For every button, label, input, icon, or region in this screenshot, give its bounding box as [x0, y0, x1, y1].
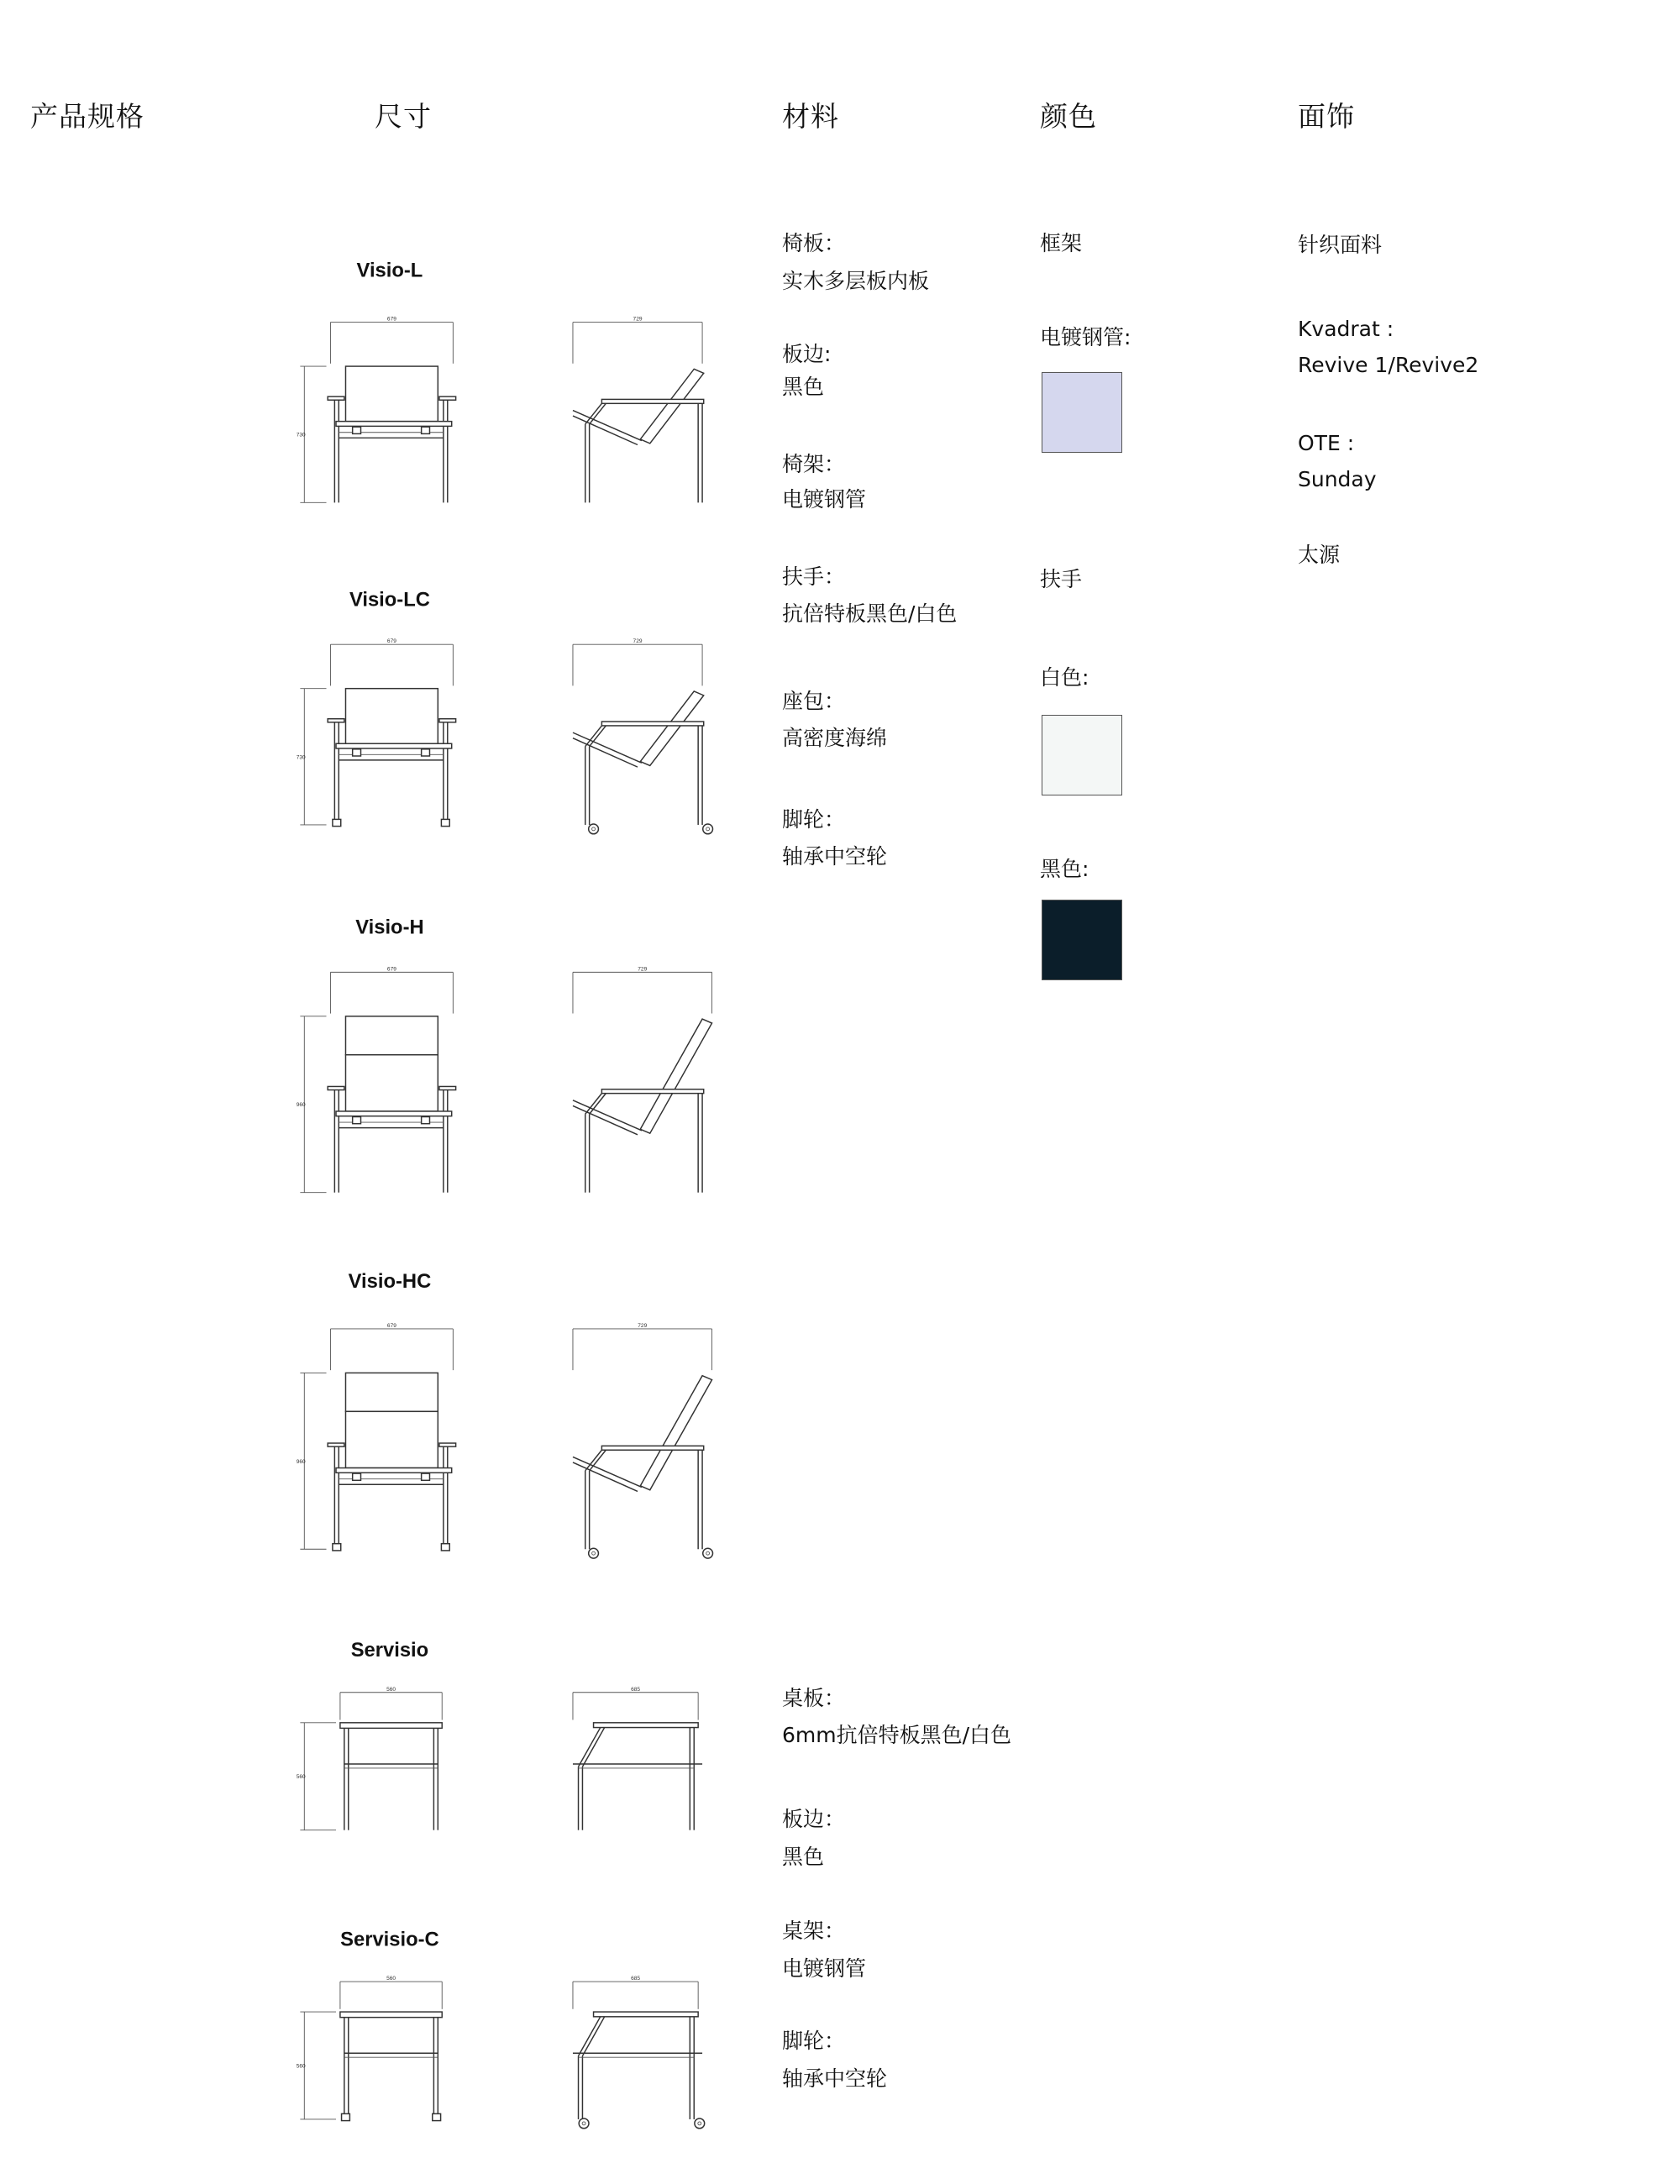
- front-leg-bend: [579, 2017, 601, 2056]
- caster-front-right: [441, 819, 449, 826]
- back-panel: [345, 1055, 438, 1111]
- depth-dim-label: 729: [633, 638, 643, 645]
- back-panel: [345, 366, 438, 422]
- caster-back-hub: [706, 1551, 710, 1555]
- headrest-panel: [345, 1373, 438, 1411]
- headrest-panel: [345, 1016, 438, 1055]
- caster-front: [589, 1548, 599, 1558]
- product-name: Visio-L: [356, 259, 423, 282]
- seat-side-lower: [573, 738, 638, 767]
- caster-front-right: [433, 2113, 441, 2120]
- armrest-right: [439, 396, 456, 400]
- height-dim-label: 960: [296, 1458, 306, 1465]
- color-swatch-black: [1042, 900, 1122, 980]
- front-leg-bend: [585, 1450, 602, 1471]
- table-top-side: [594, 2012, 699, 2017]
- seat-side-upper: [573, 1457, 642, 1487]
- material-label-frame: 椅架：: [782, 452, 846, 476]
- product-visio-h: [297, 916, 712, 1192]
- caster-back-hub: [706, 827, 710, 831]
- width-dim-label: 679: [386, 316, 396, 323]
- product-visio-l: [297, 260, 704, 503]
- material-label-armrest: 扶手：: [782, 564, 846, 589]
- product-name: Servisio-C: [340, 1928, 439, 1951]
- finish-brand-kvadrat: Kvadrat :: [1298, 317, 1394, 341]
- product-visio-hc: [297, 1270, 713, 1558]
- side-view: [573, 317, 704, 503]
- armrest-left: [328, 396, 344, 400]
- side-view: [573, 1323, 713, 1558]
- caster-front-hub: [582, 2122, 585, 2125]
- color-armrest-white-label: 白色:: [1040, 665, 1089, 690]
- front-view: [297, 317, 456, 503]
- front-leg-bend-inner: [582, 1728, 604, 1767]
- material-value-cushion: 高密度海绵: [782, 726, 888, 750]
- reclined-back: [640, 369, 703, 444]
- bracket-right: [422, 1117, 430, 1124]
- color-frame-title: 框架: [1040, 231, 1083, 255]
- height-dim-label: 730: [296, 432, 306, 438]
- color-swatch-chrome: [1042, 372, 1122, 453]
- product-servisio: [297, 1639, 702, 1830]
- caster-front: [589, 824, 599, 834]
- caster-front: [579, 2118, 589, 2129]
- depth-dim-label: 729: [633, 316, 643, 323]
- table-top: [340, 2012, 442, 2018]
- header-spec: 产品规格: [30, 100, 144, 133]
- caster-back: [703, 824, 713, 834]
- armrest-left: [328, 719, 344, 722]
- product-name: Visio-HC: [348, 1269, 432, 1293]
- armrest-right: [439, 1443, 456, 1446]
- front-leg-bend: [579, 1728, 601, 1767]
- armrest-side: [601, 399, 703, 403]
- back-panel: [345, 1411, 438, 1467]
- front-view: [297, 1976, 443, 2121]
- bracket-left: [353, 427, 361, 433]
- depth-dim-label: 729: [638, 1322, 648, 1329]
- material-value-seat-board: 实木多层板内板: [782, 269, 930, 293]
- front-leg-bend: [585, 726, 602, 747]
- front-view: [297, 966, 456, 1192]
- seat: [336, 1111, 452, 1116]
- caster-front-hub: [592, 827, 596, 831]
- front-leg-bend-inner: [582, 2017, 604, 2056]
- height-dim-label: 730: [296, 754, 306, 761]
- width-dim-label: 560: [386, 1686, 396, 1693]
- material-value-table-frame: 电镀钢管: [782, 1956, 867, 1981]
- bracket-right: [422, 749, 430, 756]
- width-dim-label: 560: [386, 1976, 396, 1982]
- seat-side-lower: [573, 1462, 638, 1491]
- finish-series-kvadrat: Revive 1/Revive2: [1298, 353, 1479, 377]
- width-dim-label: 679: [386, 966, 396, 973]
- material-value-table-edge: 黑色: [782, 1845, 825, 1869]
- finish-brand-ote: OTE :: [1298, 431, 1355, 455]
- seat-side-upper: [573, 1100, 642, 1131]
- front-view: [297, 1323, 456, 1551]
- finish-series-ote: Sunday: [1298, 467, 1377, 491]
- front-leg-bend: [585, 1094, 602, 1115]
- seat: [336, 743, 452, 748]
- seat-side-lower: [573, 416, 638, 444]
- product-name: Visio-LC: [349, 588, 430, 612]
- header-finish: 面饰: [1298, 100, 1355, 133]
- armrest-left: [328, 1443, 344, 1446]
- color-armrest-black-label: 黑色:: [1040, 857, 1089, 881]
- seat-side-lower: [573, 1105, 638, 1134]
- caster-back-hub: [698, 2122, 701, 2125]
- armrest-left: [328, 1086, 344, 1089]
- table-top: [340, 1723, 442, 1729]
- caster-back: [695, 2118, 705, 2129]
- table-top-side: [594, 1723, 699, 1728]
- finish-brand-taiyuan: 太源: [1298, 543, 1341, 567]
- armrest-right: [439, 1086, 456, 1089]
- material-label-casters: 脚轮：: [782, 807, 846, 832]
- back-panel: [345, 689, 438, 744]
- reclined-back: [640, 691, 703, 766]
- header-material: 材料: [782, 100, 839, 133]
- material-label-edge: 板边:: [782, 342, 832, 366]
- material-label-cushion: 座包：: [782, 689, 846, 713]
- product-name: Visio-H: [355, 916, 424, 939]
- side-view: [573, 1687, 702, 1830]
- material-value-casters: 轴承中空轮: [782, 844, 888, 869]
- side-view: [573, 1976, 705, 2129]
- color-frame-option-label: 电镀钢管:: [1040, 325, 1131, 349]
- material-label-seat-board: 椅板：: [782, 231, 846, 255]
- caster-front-left: [342, 2113, 350, 2120]
- caster-front-right: [441, 1544, 449, 1551]
- product-servisio-c: [297, 1928, 705, 2128]
- front-view: [297, 1687, 443, 1830]
- product-visio-lc: [297, 588, 713, 833]
- caster-front-left: [333, 819, 341, 826]
- bracket-left: [353, 1117, 361, 1124]
- caster-front-left: [333, 1544, 341, 1551]
- header-size: 尺寸: [375, 100, 432, 133]
- bracket-left: [353, 1473, 361, 1480]
- material-value-table-top: 6mm抗倍特板黑色/白色: [782, 1723, 1012, 1747]
- width-dim-label: 679: [386, 638, 396, 645]
- material-label-table-frame: 桌架：: [782, 1919, 846, 1943]
- seat: [336, 422, 452, 427]
- armrest-right: [439, 719, 456, 722]
- depth-dim-label: 685: [631, 1976, 641, 1982]
- color-armrest-title: 扶手: [1040, 567, 1083, 591]
- material-value-table-casters: 轴承中空轮: [782, 2066, 888, 2091]
- seat-side-upper: [573, 732, 642, 763]
- side-view: [573, 966, 712, 1192]
- armrest-side: [601, 1446, 703, 1450]
- depth-dim-label: 685: [631, 1686, 641, 1693]
- material-label-table-edge: 板边：: [782, 1807, 846, 1831]
- color-swatch-white: [1042, 715, 1122, 795]
- armrest-side: [601, 1089, 703, 1094]
- caster-back: [703, 1548, 713, 1558]
- finish-title: 针织面料: [1298, 233, 1383, 257]
- height-dim-label: 560: [296, 1774, 306, 1781]
- reclined-back: [640, 1019, 711, 1133]
- seat: [336, 1468, 452, 1473]
- armrest-side: [601, 722, 703, 726]
- header-color: 颜色: [1040, 100, 1097, 133]
- height-dim-label: 560: [296, 2063, 306, 2070]
- material-value-armrest: 抗倍特板黑色/白色: [782, 601, 958, 626]
- bracket-right: [422, 427, 430, 433]
- material-label-table-top: 桌板：: [782, 1686, 846, 1710]
- width-dim-label: 679: [386, 1322, 396, 1329]
- caster-front-hub: [592, 1551, 596, 1555]
- reclined-back: [640, 1376, 711, 1490]
- material-value-edge: 黑色: [782, 375, 825, 399]
- side-view: [573, 638, 713, 834]
- bracket-left: [353, 749, 361, 756]
- seat-side-upper: [573, 411, 642, 441]
- material-label-table-casters: 脚轮：: [782, 2029, 846, 2053]
- height-dim-label: 960: [296, 1102, 306, 1109]
- product-name: Servisio: [350, 1639, 429, 1662]
- front-leg-bend: [585, 403, 602, 424]
- material-value-frame: 电镀钢管: [782, 487, 867, 512]
- depth-dim-label: 729: [638, 966, 648, 973]
- bracket-right: [422, 1473, 430, 1480]
- front-view: [297, 638, 456, 826]
